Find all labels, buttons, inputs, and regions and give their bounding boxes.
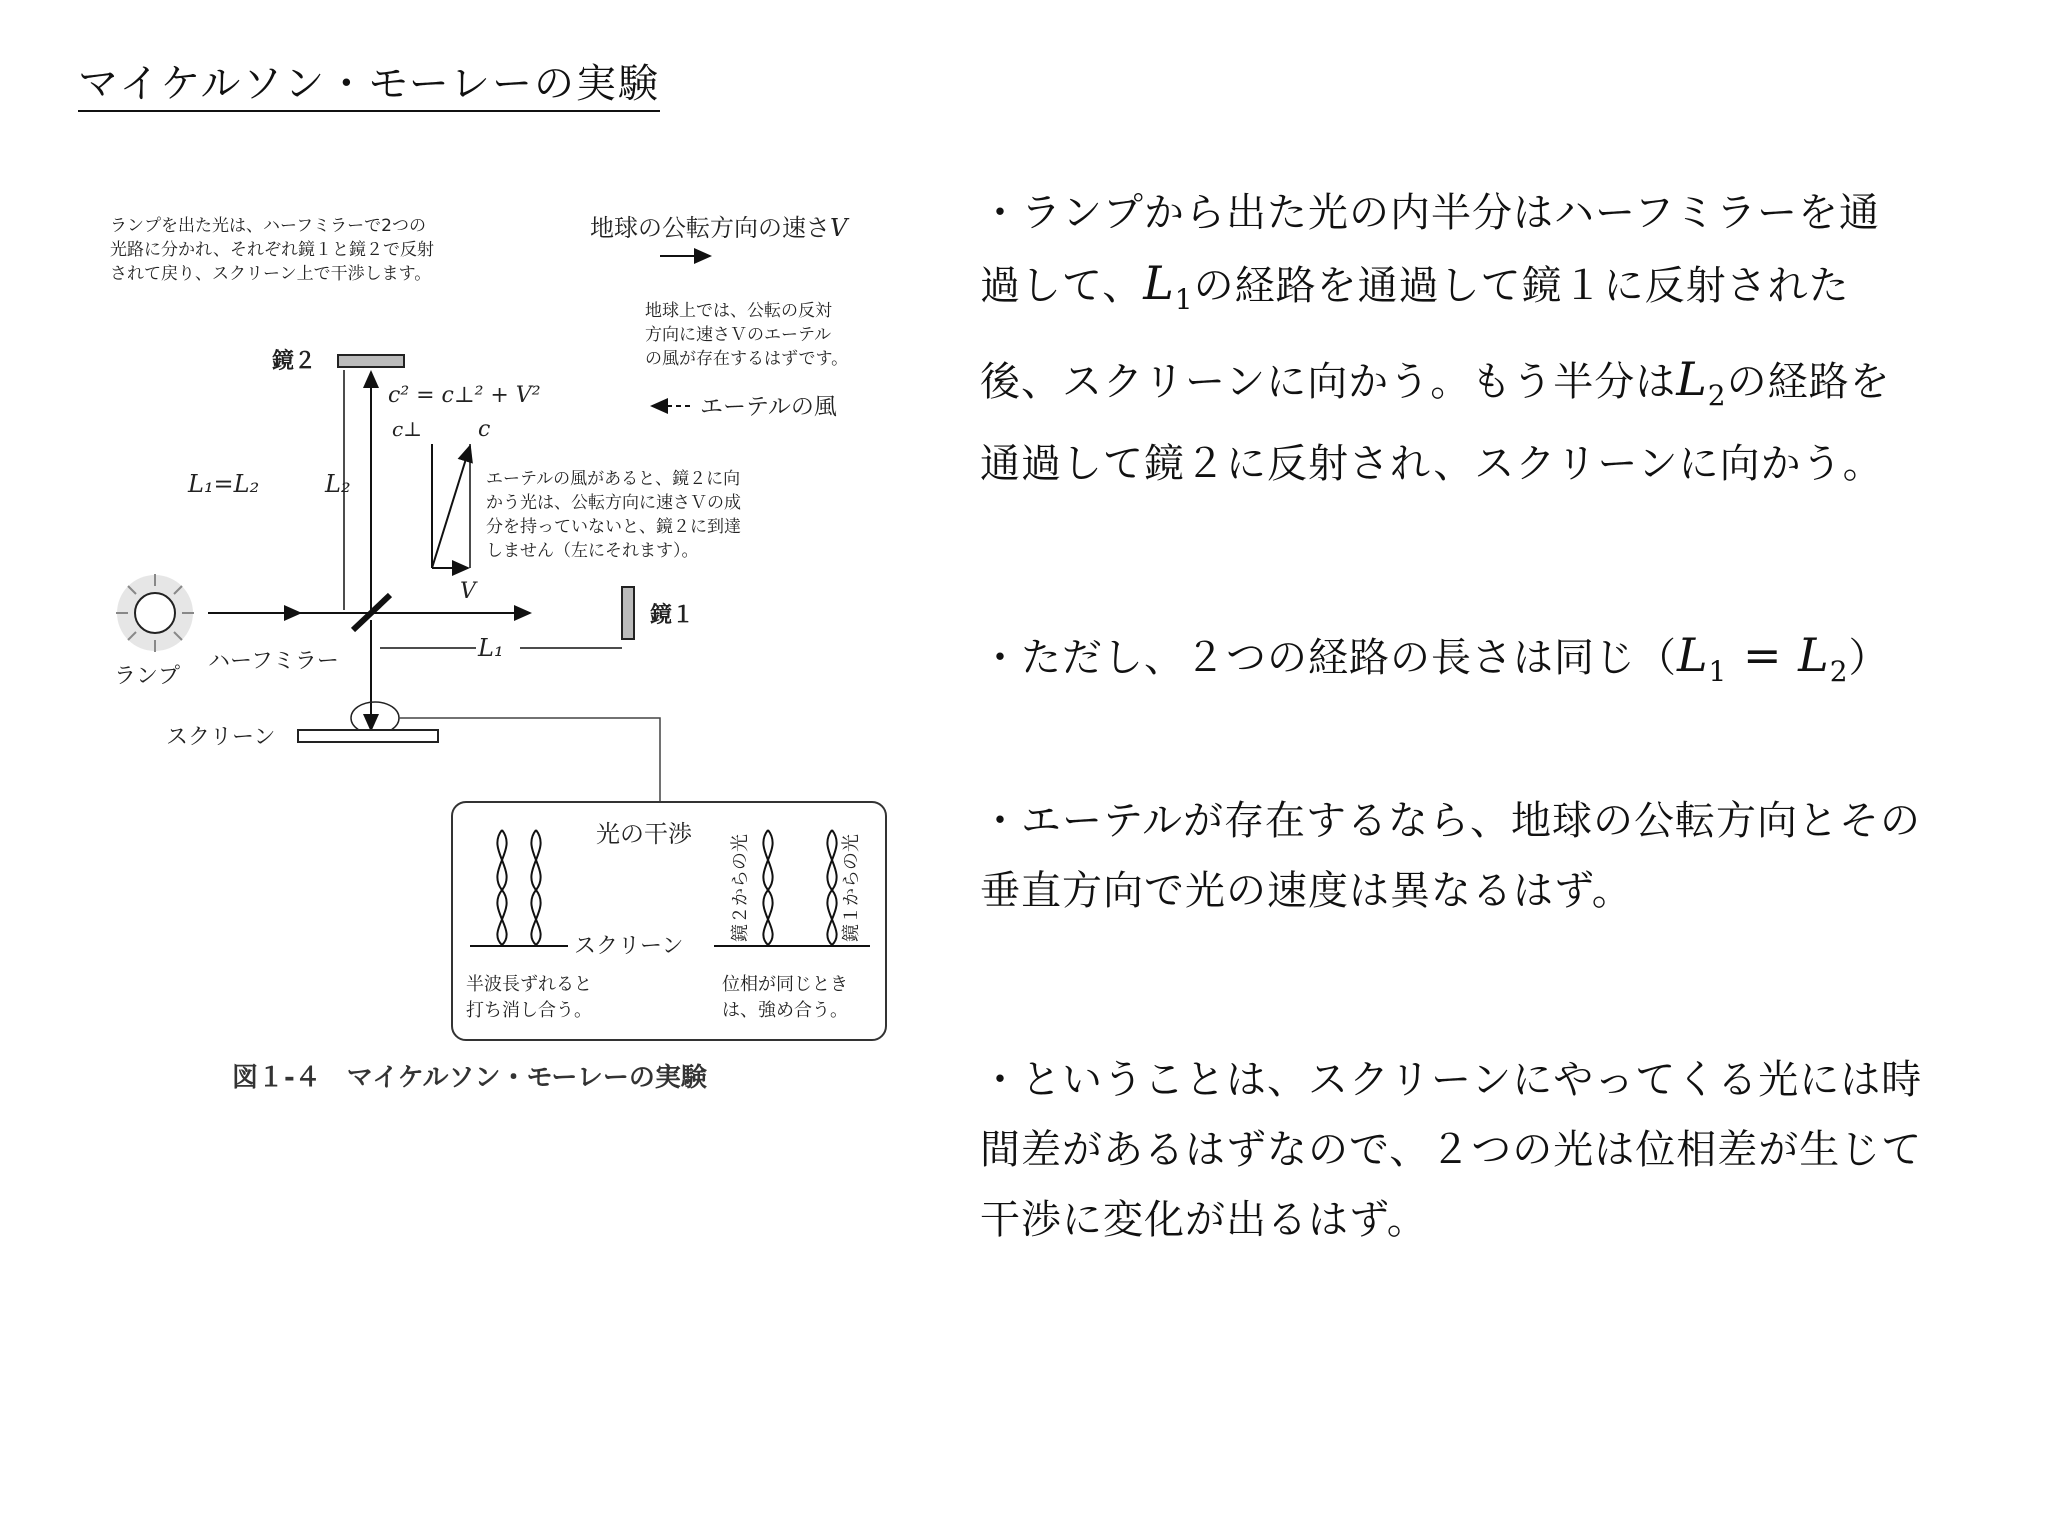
mirror-1 bbox=[622, 587, 634, 639]
note-paragraph-4 bbox=[980, 1045, 1922, 1255]
earth-speed-label: 地球の公転方向の速さV bbox=[590, 214, 848, 242]
inset-screen-label: スクリーン bbox=[574, 934, 684, 959]
l2-label: L₂ bbox=[325, 470, 351, 498]
ether-effect-description bbox=[486, 469, 741, 561]
inset-right-note-2: は、強め合う。 bbox=[722, 1000, 848, 1021]
from-mirror2-label: 鏡２からの光 bbox=[730, 834, 751, 942]
ether-effect-line-3: 分を持っていないと、鏡２に到達 bbox=[486, 517, 741, 537]
note3-line-2: 垂直方向で光の速度は異なるはず。 bbox=[980, 868, 1633, 914]
velocity-equation: c² = c⊥² + V² bbox=[388, 383, 541, 408]
screen bbox=[298, 730, 438, 742]
note3-line-1: ・エーテルが存在するなら、地球の公転方向とその bbox=[980, 798, 1921, 844]
lamp-icon bbox=[116, 574, 194, 652]
inset-left-note-1: 半波長ずれると bbox=[466, 974, 592, 995]
figure-caption: 図１-４ マイケルソン・モーレーの実験 bbox=[232, 1063, 707, 1093]
desc-top-line-3: されて戻り、スクリーン上で干渉します。 bbox=[110, 264, 432, 284]
desc-top-line-1: ランプを出た光は、ハーフミラーで2つの bbox=[110, 216, 426, 236]
note1-line-3: 後、スクリーンに向かう。もう半分は$L_2$の経路を bbox=[980, 352, 1891, 412]
screen-label: スクリーン bbox=[166, 725, 276, 750]
michelson-morley-figure bbox=[100, 190, 920, 1536]
description-top bbox=[110, 216, 434, 284]
ether-effect-line-4: しません（左にそれます）。 bbox=[486, 541, 699, 561]
note2-line: ・ただし、２つの経路の長さは同じ$(L_1 = L_2)$ bbox=[980, 628, 1890, 688]
mirror1-label: 鏡１ bbox=[650, 603, 695, 628]
lamp-label: ランプ bbox=[114, 664, 181, 689]
note1-line-4: 通過して鏡２に反射され、スクリーンに向かう。 bbox=[980, 441, 1884, 487]
ether-desc-line-3: の風が存在するはずです。 bbox=[645, 349, 849, 369]
c-label: c bbox=[478, 417, 491, 442]
ether-effect-line-1: エーテルの風があると、鏡２に向 bbox=[486, 469, 741, 489]
ether-wind-label: エーテルの風 bbox=[700, 394, 837, 420]
l1-equals-l2-label: L₁=L₂ bbox=[188, 470, 260, 498]
note-paragraph-3 bbox=[980, 786, 1921, 926]
note-paragraph-2 bbox=[980, 620, 1890, 690]
mirror-2 bbox=[338, 355, 404, 367]
mirror2-label: 鏡２ bbox=[272, 349, 317, 374]
v-label: V bbox=[460, 579, 476, 604]
note4-line-2: 間差があるはずなので、２つの光は位相差が生じて bbox=[980, 1127, 1923, 1173]
half-mirror-label: ハーフミラー bbox=[208, 649, 339, 674]
c-vector bbox=[432, 446, 470, 568]
inset-right-note-1: 位相が同じとき bbox=[722, 974, 848, 995]
ether-effect-line-2: かう光は、公転方向に速さＶの成 bbox=[486, 493, 741, 513]
c-perp-label: c⊥ bbox=[392, 417, 423, 441]
page-title: マイケルソン・モーレーの実験 bbox=[78, 58, 660, 112]
ether-desc-line-2: 方向に速さＶのエーテル bbox=[645, 325, 832, 345]
from-mirror1-label: 鏡１からの光 bbox=[841, 834, 862, 942]
note1-line-2: 過して、$L_1$の経路を通過して鏡１に反射された bbox=[980, 256, 1850, 316]
note4-line-3: 干渉に変化が出るはず。 bbox=[980, 1197, 1428, 1243]
desc-top-line-2: 光路に分かれ、それぞれ鏡１と鏡２で反射 bbox=[110, 240, 435, 260]
note1-line-1: ・ランプから出た光の内半分はハーフミラーを通 bbox=[980, 190, 1880, 236]
inset-title: 光の干渉 bbox=[596, 820, 692, 848]
note-paragraph-1 bbox=[980, 178, 1891, 499]
ether-desc-line-1: 地球上では、公転の反対 bbox=[645, 301, 832, 321]
l1-label: L₁ bbox=[478, 634, 504, 662]
apparatus-diagram bbox=[100, 190, 920, 1150]
inset-left-note-2: 打ち消し合う。 bbox=[466, 1000, 592, 1021]
ether-description bbox=[645, 301, 848, 369]
note4-line-1: ・ということは、スクリーンにやってくる光には時 bbox=[980, 1057, 1923, 1103]
